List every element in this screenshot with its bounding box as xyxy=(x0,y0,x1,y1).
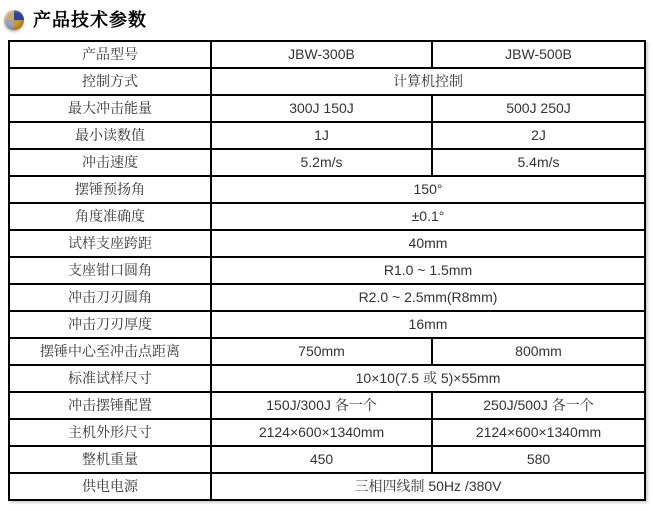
table-row xyxy=(9,95,645,122)
spec-label-cell: 主机外形尺寸 xyxy=(9,419,211,446)
spec-value-cell: 计算机控制 xyxy=(211,68,645,95)
table-row xyxy=(9,176,645,203)
spec-label-cell: 摆锤预扬角 xyxy=(9,176,211,203)
spec-value-cell: R2.0 ~ 2.5mm(R8mm) xyxy=(211,284,645,311)
page-header xyxy=(0,0,653,40)
spec-value-cell: 580 xyxy=(432,446,645,473)
spec-value-cell: 250J/500J 各一个 xyxy=(432,392,645,419)
spec-table-body xyxy=(9,41,645,500)
spec-value-cell: 450 xyxy=(211,446,432,473)
spec-label-cell: 产品型号 xyxy=(9,41,211,68)
spec-value-cell: 2124×600×1340mm xyxy=(432,419,645,446)
table-row xyxy=(9,284,645,311)
table-row xyxy=(9,230,645,257)
page-title: 产品技术参数 xyxy=(33,10,147,30)
sphere-quadrant-icon xyxy=(4,10,24,30)
spec-value-cell: 300J 150J xyxy=(211,95,432,122)
spec-value-cell: 40mm xyxy=(211,230,645,257)
spec-label-cell: 冲击摆锤配置 xyxy=(9,392,211,419)
table-row xyxy=(9,365,645,392)
spec-label-cell: 标准试样尺寸 xyxy=(9,365,211,392)
table-row xyxy=(9,338,645,365)
spec-table xyxy=(8,40,646,501)
spec-label-cell: 冲击刀刃厚度 xyxy=(9,311,211,338)
spec-value-cell: 5.4m/s xyxy=(432,149,645,176)
spec-value-cell: ±0.1° xyxy=(211,203,645,230)
spec-value-cell: 5.2m/s xyxy=(211,149,432,176)
table-row xyxy=(9,473,645,500)
spec-value-cell: 16mm xyxy=(211,311,645,338)
table-row xyxy=(9,419,645,446)
table-row xyxy=(9,257,645,284)
spec-value-cell: 150° xyxy=(211,176,645,203)
spec-label-cell: 整机重量 xyxy=(9,446,211,473)
spec-label-cell: 最小读数值 xyxy=(9,122,211,149)
spec-label-cell: 试样支座跨距 xyxy=(9,230,211,257)
table-row xyxy=(9,122,645,149)
spec-value-cell: JBW-300B xyxy=(211,41,432,68)
spec-label-cell: 供电电源 xyxy=(9,473,211,500)
spec-value-cell: 2124×600×1340mm xyxy=(211,419,432,446)
table-row xyxy=(9,203,645,230)
table-row xyxy=(9,149,645,176)
spec-value-cell: 750mm xyxy=(211,338,432,365)
spec-value-cell: JBW-500B xyxy=(432,41,645,68)
spec-value-cell: 10×10(7.5 或 5)×55mm xyxy=(211,365,645,392)
spec-value-cell: 2J xyxy=(432,122,645,149)
table-row xyxy=(9,41,645,68)
spec-label-cell: 最大冲击能量 xyxy=(9,95,211,122)
spec-label-cell: 冲击刀刃圆角 xyxy=(9,284,211,311)
spec-value-cell: R1.0 ~ 1.5mm xyxy=(211,257,645,284)
spec-label-cell: 支座钳口圆角 xyxy=(9,257,211,284)
table-row xyxy=(9,311,645,338)
spec-label-cell: 角度准确度 xyxy=(9,203,211,230)
spec-value-cell: 三相四线制 50Hz /380V xyxy=(211,473,645,500)
table-row xyxy=(9,392,645,419)
spec-value-cell: 150J/300J 各一个 xyxy=(211,392,432,419)
spec-label-cell: 控制方式 xyxy=(9,68,211,95)
spec-label-cell: 冲击速度 xyxy=(9,149,211,176)
table-row xyxy=(9,446,645,473)
table-row xyxy=(9,68,645,95)
spec-value-cell: 800mm xyxy=(432,338,645,365)
spec-label-cell: 摆锤中心至冲击点距离 xyxy=(9,338,211,365)
spec-value-cell: 500J 250J xyxy=(432,95,645,122)
spec-value-cell: 1J xyxy=(211,122,432,149)
